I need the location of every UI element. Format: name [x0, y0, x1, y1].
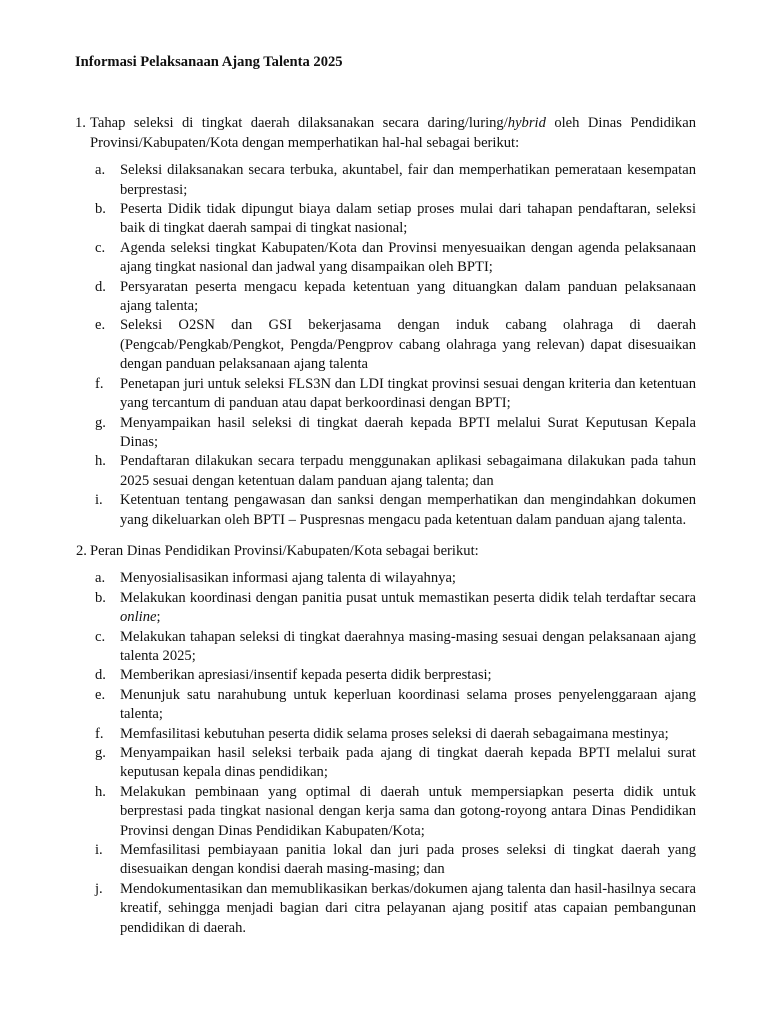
list-item: a. Menyosialisasikan informasi ajang talenta di wilayahnya; [95, 570, 456, 587]
list-item: c. Melakukan tahapan seleksi di tingkat daerahnya masing-masing sesuai dengan pelaksanaan ajang talenta 2025; [95, 628, 696, 664]
list-item: c. Agenda seleksi tingkat Kabupaten/Kota dan Provinsi menyesuaikan dengan agenda pelaksanaan ajang tingkat nasional dan jadwal yang disampaikan oleh BPTI; [95, 239, 696, 276]
list-item: h. Pendaftaran dilakukan secara terpadu menggunakan aplikasi sebagaimana dilakukan pada tahun 2025 sesuai dengan ketentuan dalam panduan ajang talenta; dan [95, 453, 696, 489]
section-number: 1. [75, 115, 86, 132]
list-item: e. Seleksi O2SN dan GSI bekerjasama dengan induk cabang olahraga di daerah (Pengcab/Pengkab/Pengkot, Pengda/Pengprov cabang olahraga yang relevan) dapat disesuaikan dengan panduan pelaksanaan ajang talenta [95, 317, 696, 373]
list-item: f. Memfasilitasi kebutuhan peserta didik selama proses seleksi di daerah sebagaimana mestinya; [95, 725, 669, 742]
list-item: i. Memfasilitasi pembiayaan panitia lokal dan juri pada proses seleksi di tingkat daerah yang disesuaikan dengan kondisi daerah masing-masing; dan [95, 842, 696, 878]
list-item: j. Mendokumentasikan dan memublikasikan berkas/dokumen ajang talenta dan hasil-hasilnya secara kreatif, sehingga menjadi bagian dari citra pelayanan ajang positif atas capaian pembangunan pendidikan di daerah. [95, 880, 696, 936]
list-item: b. Peserta Didik tidak dipungut biaya dalam setiap proses mulai dari tahapan pendaftaran, seleksi baik di tingkat daerah sampai di tingkat nasional; [95, 201, 696, 237]
section-number: 2. [76, 542, 87, 559]
list-item: g. Menyampaikan hasil seleksi terbaik pada ajang di tingkat daerah kepada BPTI melalui surat keputusan kepala dinas pendidikan; [95, 745, 696, 781]
section-2 [75, 542, 696, 561]
section-intro: Tahap seleksi di tingkat daerah dilaksanakan secara daring/luring/hybrid oleh Dinas Pendidikan Provinsi/Kabupaten/Kota dengan memperhatikan hal-hal sebagai berikut: [90, 115, 696, 151]
list-item: d. Memberikan apresiasi/insentif kepada peserta didik berprestasi; [95, 667, 492, 684]
document-title: Informasi Pelaksanaan Ajang Talenta 2025 [75, 54, 343, 70]
section-1-list [75, 161, 696, 530]
section-2-list [75, 569, 696, 938]
list-item: h. Melakukan pembinaan yang optimal di daerah untuk mempersiapkan peserta didik untuk berprestasi pada tingkat nasional dengan kerja sama dan gotong-royong antara Dinas Pendidikan Provinsi dengan Dinas Pendidikan Kabupaten/Kota; [95, 783, 696, 839]
list-item: a. Seleksi dilaksanakan secara terbuka, akuntabel, fair dan memperhatikan pemerataan kesempatan berprestasi; [95, 162, 696, 198]
list-item: e. Menunjuk satu narahubung untuk keperluan koordinasi selama proses penyelenggaraan ajang talenta; [95, 686, 696, 723]
list-item: f. Penetapan juri untuk seleksi FLS3N dan LDI tingkat provinsi sesuai dengan kriteria dan ketentuan yang tercantum di panduan atau dapat berkoordinasi dengan BPTI; [95, 375, 696, 412]
section-1 [75, 114, 696, 153]
list-item: g. Menyampaikan hasil seleksi di tingkat daerah kepada BPTI melalui Surat Keputusan Kepala Dinas; [95, 414, 696, 450]
list-item: d. Persyaratan peserta mengacu kepada ketentuan yang dituangkan dalam panduan pelaksanaan ajang talenta; [95, 278, 696, 315]
list-item: b. Melakukan koordinasi dengan panitia pusat untuk memastikan peserta didik telah terdaftar secara online; [95, 589, 696, 626]
list-item: i. Ketentuan tentang pengawasan dan sanksi dengan memperhatikan dan mengindahkan dokumen yang dikeluarkan oleh BPTI – Puspresnas mengacu pada ketentuan dalam panduan ajang talenta. [95, 492, 696, 528]
section-intro: Peran Dinas Pendidikan Provinsi/Kabupaten/Kota sebagai berikut: [90, 542, 479, 559]
